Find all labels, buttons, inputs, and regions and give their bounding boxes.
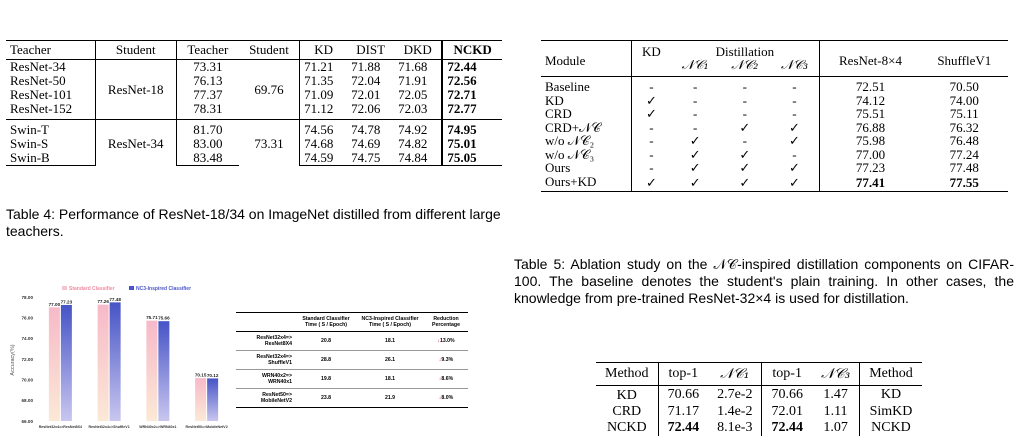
nc1-mark: - [693, 119, 698, 135]
timing-std: 20.8 [296, 332, 356, 351]
table4-caption: Table 4: Performance of ResNet-18/34 on ImageNet distilled from different large teachers. [6, 206, 501, 239]
y-tick-label: 66.00 [21, 418, 33, 424]
nc3-mark: - [792, 79, 797, 94]
table5-header-resnet: ResNet-8×4 [820, 41, 921, 77]
table-row [596, 420, 922, 436]
table6-header-nc1: 𝒩𝒞₁ [708, 363, 762, 386]
table4-header-dkd: DKD [403, 42, 432, 57]
table4-header-nckd: NCKD [442, 41, 502, 60]
nc2-mark: - [742, 92, 747, 108]
table4-header-teacher: Teacher [10, 42, 51, 57]
student-name: ResNet-18 [95, 60, 176, 120]
timing-std: 28.8 [296, 351, 356, 370]
nc2-mark: ✓ [739, 160, 751, 175]
bar-value-label: 77.23 [60, 299, 73, 305]
nc2-mark: ✓ [739, 119, 751, 135]
kd-mark: - [632, 121, 670, 135]
nc3-mark: ✓ [789, 160, 800, 175]
timing-row-label: ResNet32x4=> ResNet8X4 [236, 332, 296, 351]
dkd-value: 74.92 [394, 120, 442, 138]
kd-value: 71.35 [300, 74, 348, 88]
table-row [236, 370, 468, 389]
nc1-value: 8.1e-3 [717, 420, 753, 435]
table-row [236, 389, 468, 408]
nc2-mark: - [742, 106, 747, 121]
timing-row-label: ResNet50=> MobileNetV2 [260, 392, 292, 404]
table5-header-kd: KD [632, 41, 670, 77]
table-row [541, 77, 1008, 94]
top1-left: 72.44 [658, 420, 708, 436]
timing-reduction-value: 8.6% [441, 376, 454, 382]
table5-header-shuffle: ShuffleV1 [921, 41, 1008, 77]
teacher-acc: 83.00 [176, 137, 238, 151]
table5 [541, 40, 1008, 192]
nc3-value: 1.47 [823, 387, 848, 402]
dkd-value: 71.91 [398, 73, 428, 88]
table4-header-kd: KD [300, 41, 348, 60]
bar [110, 302, 121, 421]
nc1-value: 2.7e-2 [717, 387, 753, 402]
timing-reduction-value: 13.0% [439, 338, 455, 344]
chart-legend [62, 286, 191, 292]
table6-header-top1-left: top-1 [658, 363, 708, 386]
bar-value-label: 70.12 [206, 372, 219, 378]
kd-mark: - [632, 148, 670, 162]
table4 [6, 40, 502, 166]
teacher-name: ResNet-101 [10, 87, 73, 102]
module-name: CRD [545, 106, 572, 121]
bar-value-label: 75.66 [158, 315, 170, 321]
table5-header-module: Module [541, 41, 632, 77]
bar [195, 378, 206, 421]
shuffle-value: 76.48 [949, 133, 979, 148]
nc3-mark: - [792, 92, 797, 108]
dkd-value: 72.05 [398, 87, 428, 102]
kd-value: 71.12 [300, 102, 348, 120]
method-left: NCKD [606, 420, 647, 435]
dist-value: 72.06 [351, 101, 381, 116]
x-tick-label: WRN40x2=>WRN40x1 [139, 425, 177, 429]
y-tick-label: 76.00 [21, 315, 33, 321]
kd-mark: ✓ [632, 94, 670, 108]
table5-header-nc1: 𝒩𝒞₁ [670, 59, 720, 77]
nc3-mark: - [792, 146, 797, 162]
y-tick-label: 72.00 [21, 356, 33, 362]
timing-table [236, 312, 468, 408]
nc3-value: 1.11 [823, 404, 848, 419]
timing-nc: 21.9 [384, 395, 396, 401]
nc3-mark: ✓ [789, 119, 800, 135]
top1-right: 72.44 [762, 420, 812, 436]
down-arrow-icon: ↓ [437, 338, 440, 344]
bar-value-label: 77.00 [48, 301, 61, 307]
bar-value-label: 75.71 [146, 315, 158, 321]
method-right: NCKD [860, 420, 922, 436]
nc2-mark: - [742, 133, 747, 148]
table5-header-nc3: 𝒩𝒞₃ [770, 59, 820, 77]
kd-value: 71.21 [300, 60, 348, 75]
nc3-mark: ✓ [770, 175, 820, 192]
table-row [541, 121, 1008, 135]
dkd-value: 74.82 [398, 136, 428, 151]
timing-row-label: ResNet32x4=> ShuffleV1 [236, 351, 296, 370]
student-acc: 73.31 [239, 120, 300, 166]
nckd-value: 72.56 [442, 74, 502, 88]
dist-value: 72.01 [351, 87, 381, 102]
y-tick-label: 70.00 [21, 377, 33, 383]
resnet-value: 75.98 [820, 134, 921, 148]
kd-mark: - [632, 77, 670, 94]
shuffle-value: 77.55 [921, 175, 1008, 192]
table4-header-dist: DIST [356, 42, 386, 57]
bar-value-label: 70.15 [194, 372, 207, 378]
nc2-mark: - [742, 79, 747, 94]
teacher-name: Swin-S [10, 136, 49, 151]
x-tick-label: ResNet32x4=>ResNet8X4 [38, 425, 83, 429]
nc1-mark: - [693, 92, 698, 108]
shuffle-value: 75.11 [949, 106, 979, 121]
bar [61, 305, 72, 421]
nc2-mark: ✓ [739, 146, 751, 162]
teacher-name: ResNet-34 [10, 59, 66, 74]
timing-header-reduction: Reduction Percentage [424, 313, 468, 332]
table6 [596, 362, 922, 436]
bar [146, 321, 157, 421]
table-row [6, 120, 502, 138]
top1-right: 70.66 [762, 386, 812, 405]
resnet-value: 76.88 [820, 121, 921, 135]
down-arrow-icon: ↓ [438, 376, 442, 382]
top1-left: 70.66 [658, 386, 708, 405]
nckd-value: 72.44 [442, 60, 502, 75]
nc3-mark: ✓ [789, 133, 800, 148]
table-row [596, 386, 922, 405]
nc1-mark: - [693, 79, 698, 94]
resnet-value: 77.00 [820, 148, 921, 162]
kd-value: 74.68 [300, 137, 348, 151]
resnet-value: 74.12 [820, 94, 921, 108]
table5-header-nc2: 𝒩𝒞₂ [720, 59, 770, 77]
table-row [541, 94, 1008, 108]
shuffle-value: 70.50 [949, 79, 979, 94]
nckd-value: 75.01 [442, 137, 502, 151]
kd-value: 74.59 [300, 151, 348, 166]
legend-nc-label: NC3-Inspired Classifier [136, 286, 192, 292]
legend-nc-swatch [129, 286, 134, 290]
timing-reduction [424, 389, 468, 408]
bar [49, 307, 60, 421]
shuffle-value: 77.48 [949, 160, 979, 175]
down-arrow-icon: ↓ [438, 357, 442, 363]
teacher-name: Swin-B [6, 151, 95, 166]
timing-header-nc: NC3-Inspired Classifier Time ( S / Epoch) [356, 313, 424, 332]
student-acc: 69.76 [254, 81, 284, 97]
module-name: w/o 𝒩𝒞₃ [545, 146, 595, 162]
nc1-mark: ✓ [689, 133, 701, 148]
nc2-mark: ✓ [720, 175, 770, 192]
top1-right: 72.01 [762, 404, 812, 420]
method-right: KD [860, 386, 922, 405]
timing-header-row [236, 313, 468, 332]
table4-header-teacher-acc: Teacher [176, 41, 238, 60]
timing-nc: 18.1 [356, 332, 424, 351]
table-row [236, 332, 468, 351]
y-axis-label: Accuracy(%) [10, 344, 16, 376]
dist-value: 74.69 [351, 136, 381, 151]
teacher-name: ResNet-50 [10, 73, 66, 88]
x-axis-labels [39, 425, 228, 429]
table5-header-distillation: Distillation [715, 44, 775, 59]
module-name: w/o 𝒩𝒞₂ [545, 133, 595, 148]
nc1-value: 1.4e-2 [717, 404, 753, 419]
teacher-acc: 81.70 [176, 120, 238, 138]
table4-header-student: Student [95, 41, 176, 60]
dist-value: 74.78 [347, 120, 394, 138]
resnet-value: 77.23 [820, 161, 921, 175]
module-name: Ours+KD [541, 175, 632, 192]
table-row [541, 161, 1008, 175]
kd-value: 74.56 [300, 120, 348, 138]
table-row [541, 148, 1008, 162]
table4-header-student-acc: Student [249, 42, 289, 57]
y-tick-label: 74.00 [21, 336, 33, 342]
timing-reduction [424, 351, 468, 370]
dkd-value: 72.03 [398, 101, 428, 116]
resnet-value: 75.51 [820, 107, 921, 121]
method-left: KD [616, 388, 637, 403]
method-right: SimKD [860, 404, 922, 420]
teacher-acc: 77.37 [176, 88, 238, 102]
kd-mark: ✓ [632, 107, 670, 121]
timing-reduction [424, 370, 468, 389]
nckd-value: 72.77 [442, 102, 502, 120]
kd-mark: ✓ [632, 175, 670, 192]
resnet-value: 77.41 [820, 175, 921, 192]
timing-header-blank [236, 313, 296, 332]
dkd-value: 74.84 [394, 151, 442, 166]
dkd-value: 71.68 [398, 59, 428, 74]
kd-mark: - [632, 134, 670, 148]
table6-header-method-left: Method [596, 363, 658, 386]
resnet-value: 72.51 [820, 77, 921, 94]
kd-value: 71.09 [300, 88, 348, 102]
teacher-acc: 78.31 [176, 102, 238, 120]
y-tick-label: 78.00 [21, 294, 33, 300]
teacher-name: ResNet-152 [10, 101, 73, 116]
bar [98, 305, 109, 421]
table-row [236, 351, 468, 370]
timing-nc: 18.1 [356, 370, 424, 389]
bars [49, 297, 219, 421]
timing-header-standard: Standard Classifier Time ( S / Epoch) [296, 313, 356, 332]
table6-header-method-right: Method [860, 363, 922, 386]
table-row [541, 107, 1008, 121]
legend-standard-label: Standard Classifier [69, 286, 115, 292]
x-tick-label: ResNet50=>MobileNetV2 [185, 425, 228, 429]
teacher-acc: 73.31 [176, 60, 238, 75]
teacher-acc: 83.48 [176, 151, 238, 166]
bar-value-label: 77.26 [97, 299, 109, 305]
module-name: Ours [545, 160, 571, 175]
nckd-value: 75.05 [442, 151, 502, 166]
module-name: KD [545, 92, 564, 108]
x-tick-label: ResNet32x4=>ShuffleV1 [88, 425, 130, 429]
table-row [596, 404, 922, 420]
down-arrow-icon: ↓ [438, 395, 442, 401]
table4-header-row [6, 41, 502, 60]
nc3-value: 1.07 [823, 420, 848, 435]
kd-mark: - [632, 161, 670, 175]
module-name: CRD+𝒩𝒞 [545, 119, 601, 135]
dist-value: 71.88 [351, 59, 381, 74]
nckd-value: 74.95 [442, 120, 502, 138]
y-axis-ticks [22, 295, 34, 424]
bar [158, 321, 169, 421]
y-tick-label: 68.00 [21, 398, 33, 404]
dist-value: 74.75 [347, 151, 394, 166]
table6-header-row [596, 363, 922, 386]
table6-header-nc3: 𝒩𝒞₃ [812, 363, 860, 386]
nc1-mark: - [693, 106, 698, 121]
nc1-mark: ✓ [670, 175, 720, 192]
nckd-value: 72.71 [442, 88, 502, 102]
nc1-mark: ✓ [689, 160, 701, 175]
bar [207, 378, 218, 421]
student-name: ResNet-34 [95, 120, 176, 166]
dist-value: 72.04 [351, 73, 381, 88]
timing-reduction [424, 332, 468, 351]
legend-standard-swatch [62, 286, 67, 290]
nc1-mark: ✓ [689, 146, 701, 162]
top1-left: 71.17 [658, 404, 708, 420]
timing-std: 19.8 [296, 370, 356, 389]
table-row [6, 60, 502, 75]
bar-value-label: 77.48 [109, 296, 121, 302]
timing-row-label: WRN40x2=> WRN40x1 [236, 370, 296, 389]
nc3-mark: - [792, 106, 797, 121]
table-row [541, 175, 1008, 192]
timing-reduction-value: 9.3% [441, 357, 454, 363]
table-row [541, 134, 1008, 148]
method-left: CRD [612, 404, 642, 419]
shuffle-value: 76.32 [949, 119, 979, 135]
shuffle-value: 74.00 [949, 92, 979, 108]
table6-header-top1-right: top-1 [762, 363, 812, 386]
timing-std: 23.8 [320, 395, 332, 401]
table5-header-row-1 [541, 41, 1008, 59]
shuffle-value: 77.24 [949, 146, 979, 162]
timing-reduction-value: 8.0% [441, 395, 454, 401]
timing-nc: 26.1 [356, 351, 424, 370]
teacher-acc: 76.13 [176, 74, 238, 88]
table5-caption: Table 5: Ablation study on the 𝒩𝒞-inspired distillation components on CIFAR-100. The baseline denotes the student's plain training. In other cases, the knowledge from pre-trained ResNet-32×4 is used for distillation. [514, 256, 1014, 306]
teacher-name: Swin-T [6, 120, 95, 138]
module-name: Baseline [545, 79, 590, 94]
